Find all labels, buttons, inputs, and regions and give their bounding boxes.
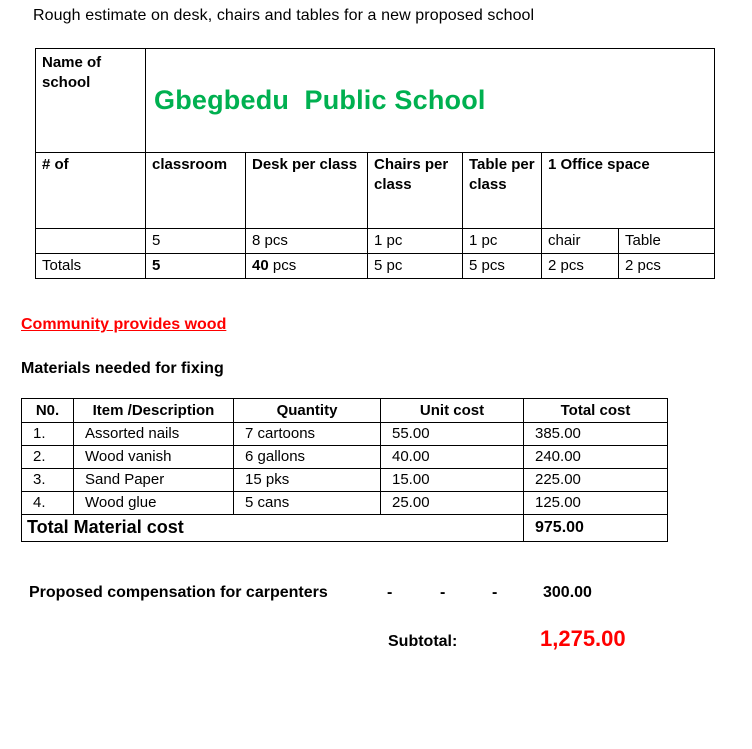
estimate-header-desk: Desk per class	[246, 153, 368, 229]
totals-classrooms: 5	[146, 253, 246, 278]
community-provides-wood-note: Community provides wood	[21, 316, 227, 333]
compensation-line	[0, 584, 752, 606]
school-name: Gbegbedu Public School	[154, 84, 486, 115]
item-description: Wood vanish	[74, 446, 234, 469]
materials-total-row	[22, 515, 668, 542]
item-description: Wood glue	[74, 492, 234, 515]
subtotal-amount: 1,275.00	[540, 626, 626, 651]
materials-heading: Materials needed for fixing	[21, 360, 224, 377]
dash: -	[492, 584, 498, 601]
item-total-cost: 385.00	[524, 423, 668, 446]
materials-header-no: N0.	[22, 399, 74, 423]
materials-row-3	[22, 469, 668, 492]
item-quantity: 15 pks	[234, 469, 381, 492]
per-class-classrooms: 5	[146, 229, 246, 254]
row-number: 1.	[22, 423, 74, 446]
totals-office-tables: 2 pcs	[619, 253, 715, 278]
totals-desks	[246, 253, 368, 278]
estimate-header-count: # of	[36, 153, 146, 229]
total-material-cost-value: 975.00	[524, 515, 668, 542]
totals-desks-qty: 40	[252, 256, 269, 274]
total-material-cost-label: Total Material cost	[22, 515, 524, 542]
materials-header-total-cost: Total cost	[524, 399, 668, 423]
office-chair-cell: chair	[542, 229, 619, 254]
item-unit-cost: 25.00	[381, 492, 524, 515]
totals-row	[36, 253, 715, 278]
materials-row-4	[22, 492, 668, 515]
compensation-amount: 300.00	[543, 584, 592, 601]
item-description: Sand Paper	[74, 469, 234, 492]
per-class-desks: 8 pcs	[246, 229, 368, 254]
estimate-header-chairs: Chairs per class	[368, 153, 463, 229]
item-quantity: 6 gallons	[234, 446, 381, 469]
totals-label: Totals	[36, 253, 146, 278]
subtotal-label: Subtotal:	[388, 633, 458, 650]
materials-header-row	[22, 399, 668, 423]
estimate-header-office: 1 Office space	[542, 153, 715, 229]
materials-header-quantity: Quantity	[234, 399, 381, 423]
dash: -	[440, 584, 446, 601]
materials-header-item: Item /Description	[74, 399, 234, 423]
item-description: Assorted nails	[74, 423, 234, 446]
document-title: Rough estimate on desk, chairs and tables for a new proposed school	[33, 7, 535, 24]
materials-row-2	[22, 446, 668, 469]
item-unit-cost: 55.00	[381, 423, 524, 446]
item-quantity: 7 cartoons	[234, 423, 381, 446]
materials-row-1	[22, 423, 668, 446]
per-class-empty-cell	[36, 229, 146, 254]
item-unit-cost: 15.00	[381, 469, 524, 492]
item-total-cost: 225.00	[524, 469, 668, 492]
totals-office-chairs: 2 pcs	[542, 253, 619, 278]
per-class-row	[36, 229, 715, 254]
materials-header-unit-cost: Unit cost	[381, 399, 524, 423]
office-table-cell: Table	[619, 229, 715, 254]
row-number: 2.	[22, 446, 74, 469]
compensation-label: Proposed compensation for carpenters	[29, 584, 328, 601]
estimate-table	[35, 48, 715, 279]
materials-table	[21, 398, 668, 542]
item-total-cost: 240.00	[524, 446, 668, 469]
subtotal-line	[0, 626, 752, 660]
totals-tables: 5 pcs	[463, 253, 542, 278]
row-number: 4.	[22, 492, 74, 515]
dash: -	[387, 584, 393, 601]
row-number: 3.	[22, 469, 74, 492]
estimate-header-table: Table per class	[463, 153, 542, 229]
per-class-tables: 1 pc	[463, 229, 542, 254]
item-total-cost: 125.00	[524, 492, 668, 515]
totals-desks-unit: pcs	[268, 256, 297, 274]
item-quantity: 5 cans	[234, 492, 381, 515]
name-of-school-label: Name of school	[36, 49, 146, 153]
per-class-chairs: 1 pc	[368, 229, 463, 254]
estimate-header-classroom: classroom	[146, 153, 246, 229]
school-name-cell	[146, 49, 715, 153]
totals-chairs: 5 pc	[368, 253, 463, 278]
item-unit-cost: 40.00	[381, 446, 524, 469]
